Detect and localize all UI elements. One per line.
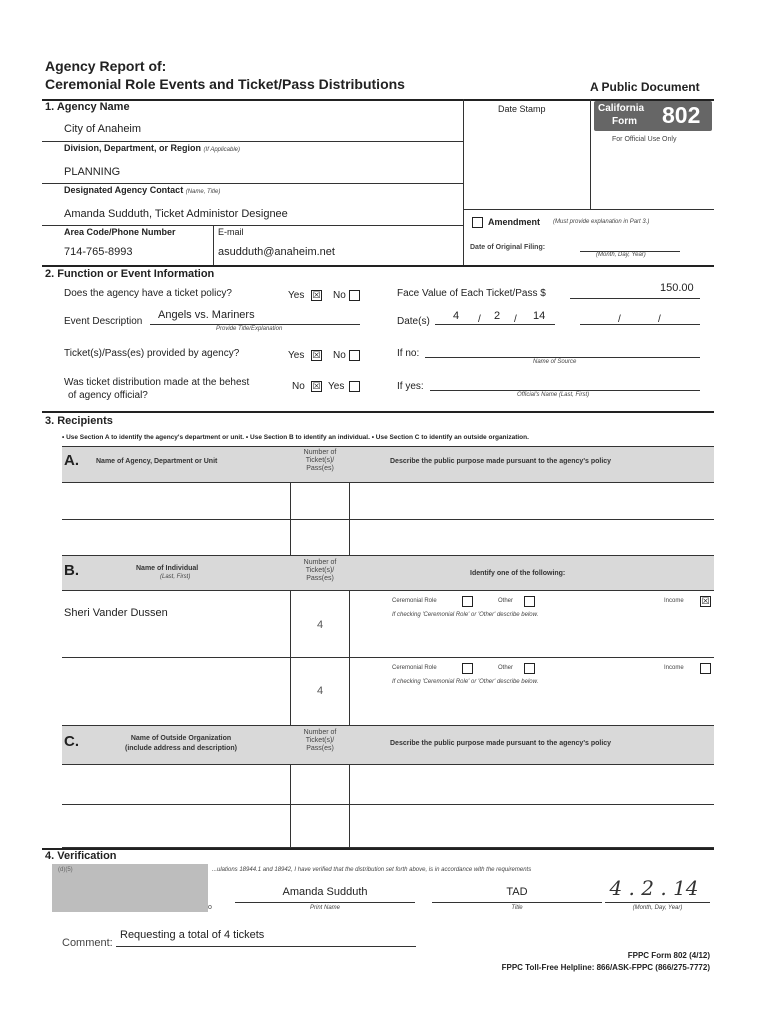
behest-yes-label: Yes [328,381,345,392]
amendment-label: Amendment [488,217,541,227]
amendment-checkbox[interactable] [472,217,483,228]
recipient-1-income-checkbox[interactable]: ☒ [701,596,710,606]
behest-yes-checkbox[interactable] [349,381,360,392]
redaction-label: (d)(5) [58,867,73,873]
if-no-hint: Name of Source [533,359,577,365]
face-value-label: Face Value of Each Ticket/Pass $ [397,288,546,299]
phone-label: Area Code/Phone Number [64,227,176,237]
policy-yes-checkbox[interactable]: ☒ [312,290,321,300]
contact-value: Amanda Sudduth, Ticket Administor Designee [64,208,288,220]
dates-label: Date(s) [397,316,430,327]
form-badge-california: California [598,103,645,114]
section-b-count-header: Number of Ticket(s)/ Pass(es) [303,559,337,582]
section-a-letter: A. [64,452,79,469]
date-sep-2: / [514,314,517,325]
if-yes-label: If yes: [397,381,424,392]
footer-helpline: FPPC Toll-Free Helpline: 866/ASK-FPPC (866/275-7772) [501,963,710,972]
recipient-2-other-label: Other [498,665,514,671]
section-c-col3: Describe the public purpose made pursuant to the agency's policy [390,740,612,747]
comment-label: Comment: [62,937,113,949]
provided-yes-checkbox[interactable]: ☒ [312,350,321,360]
section-b-letter: B. [64,562,79,579]
section-b-col3: Identify one of the following: [470,570,566,577]
section-c-count-header: Number of Ticket(s)/ Pass(es) [303,729,337,752]
face-value: 150.00 [660,282,694,294]
agency-name-value: City of Anaheim [64,123,142,135]
behest-no-label: No [292,381,305,392]
date-month: 4 [453,310,460,322]
event-desc-value: Angels vs. Mariners [158,309,255,321]
date-day: 2 [494,310,501,322]
provided-question: Ticket(s)/Pass(es) provided by agency? [64,348,240,359]
email-label: E-mail [218,227,244,237]
section-a-col1: Name of Agency, Department or Unit [96,458,218,465]
recipient-2-count: 4 [316,685,324,697]
recipient-2-ceremonial-checkbox[interactable] [462,663,473,674]
section-c-col1-line2: (include address and description) [124,745,238,752]
form-badge [594,101,712,131]
provided-no-label: No [333,350,346,361]
division-label: Division, Department, or Region [64,143,202,153]
behest-no-checkbox[interactable]: ☒ [312,381,321,391]
policy-yes-label: Yes [288,290,305,301]
recipient-1-hint: If checking 'Ceremonial Role' or 'Other' describe below. [392,612,539,618]
date2-sep-2: / [658,314,661,325]
policy-no-checkbox[interactable] [349,290,360,301]
section3-heading: 3. Recipients [45,415,113,427]
official-use-label: For Official Use Only [612,136,677,143]
policy-question: Does the agency have a ticket policy? [64,288,232,299]
print-name-value: Amanda Sudduth [282,886,368,898]
contact-note: (Name, Title) [185,189,221,195]
if-yes-hint: Official's Name (Last, First) [517,392,590,398]
date-stamp-label: Date Stamp [498,104,546,114]
section-a-col3: Describe the public purpose made pursuant to the agency's policy [390,458,612,465]
section1-heading: 1. Agency Name [45,101,130,113]
comment-value: Requesting a total of 4 tickets [120,929,265,941]
behest-question-2: of agency official? [68,390,148,401]
recipient-2-hint: If checking 'Ceremonial Role' or 'Other' describe below. [392,679,539,685]
form-number: 802 [662,102,701,128]
recipient-2-other-checkbox[interactable] [524,663,535,674]
if-no-label: If no: [397,348,420,359]
title-line-2: Ceremonial Role Events and Ticket/Pass Distributions [45,76,405,92]
section-c-col1-line1: Name of Outside Organization [130,735,232,742]
date2-sep-1: / [618,314,621,325]
section2-heading: 2. Function or Event Information [45,268,215,280]
footer-form-id: FPPC Form 802 (4/12) [627,951,710,960]
policy-no-label: No [333,290,346,301]
recipient-2-income-label: Income [664,665,684,671]
print-name-label: Print Name [309,905,340,911]
behest-question-1: Was ticket distribution made at the behest [64,377,250,388]
form-badge-form: Form [612,116,637,127]
event-desc-hint: Provide Title/Explanation [216,326,283,332]
recipient-1-name: Sheri Vander Dussen [64,607,168,619]
contact-label: Designated Agency Contact [64,185,184,195]
division-note: (If Applicable) [203,147,241,153]
original-filing-hint: (Month, Day, Year) [596,252,646,258]
section-b-col1: Name of Individual [136,565,199,572]
section3-instructions: • Use Section A to identify the agency's department or unit. • Use Section B to identify an individual. • Use Section C to identify an outside organization. [62,434,529,441]
recipient-1-income-label: Income [664,598,684,604]
title-label: Title [511,905,523,911]
phone-value: 714-765-8993 [64,246,133,258]
section-c-letter: C. [64,733,79,750]
recipient-1-ceremonial-checkbox[interactable] [462,596,473,607]
signature-date: 4 . 2 . 14 [609,876,699,900]
redaction-box [52,864,208,912]
date-year: 14 [533,310,546,322]
provided-yes-label: Yes [288,350,305,361]
section-b-col1-hint: (Last, First) [160,574,191,580]
recipient-1-other-checkbox[interactable] [524,596,535,607]
section-a-count-header: Number of Ticket(s)/ Pass(es) [303,449,337,472]
division-value: PLANNING [64,166,121,178]
original-filing-label: Date of Original Filing: [470,244,546,251]
title-line-1: Agency Report of: [45,58,167,74]
recipient-2-ceremonial-label: Ceremonial Role [392,665,437,671]
email-value: asudduth@anaheim.net [218,246,335,258]
amendment-note: (Must provide explanation in Part 3.) [553,219,650,225]
signature-date-label: (Month, Day, Year) [632,905,683,911]
public-document-label: A Public Document [590,80,700,94]
verification-statement: ...ulations 18944.1 and 18942, I have verified that the distribution set forth above, is in accordance with the requirements [212,867,532,873]
provided-no-checkbox[interactable] [349,350,360,361]
section4-heading: 4. Verification [45,850,117,862]
recipient-2-income-checkbox[interactable] [700,663,711,674]
recipient-1-other-label: Other [498,598,514,604]
event-desc-label: Event Description [64,316,143,327]
section-b-header [62,556,714,590]
statement-cutoff: o [208,904,212,911]
recipient-1-ceremonial-label: Ceremonial Role [392,598,437,604]
recipient-1-count: 4 [316,619,324,631]
date-sep-1: / [478,314,481,325]
title-value: TAD [506,886,528,898]
